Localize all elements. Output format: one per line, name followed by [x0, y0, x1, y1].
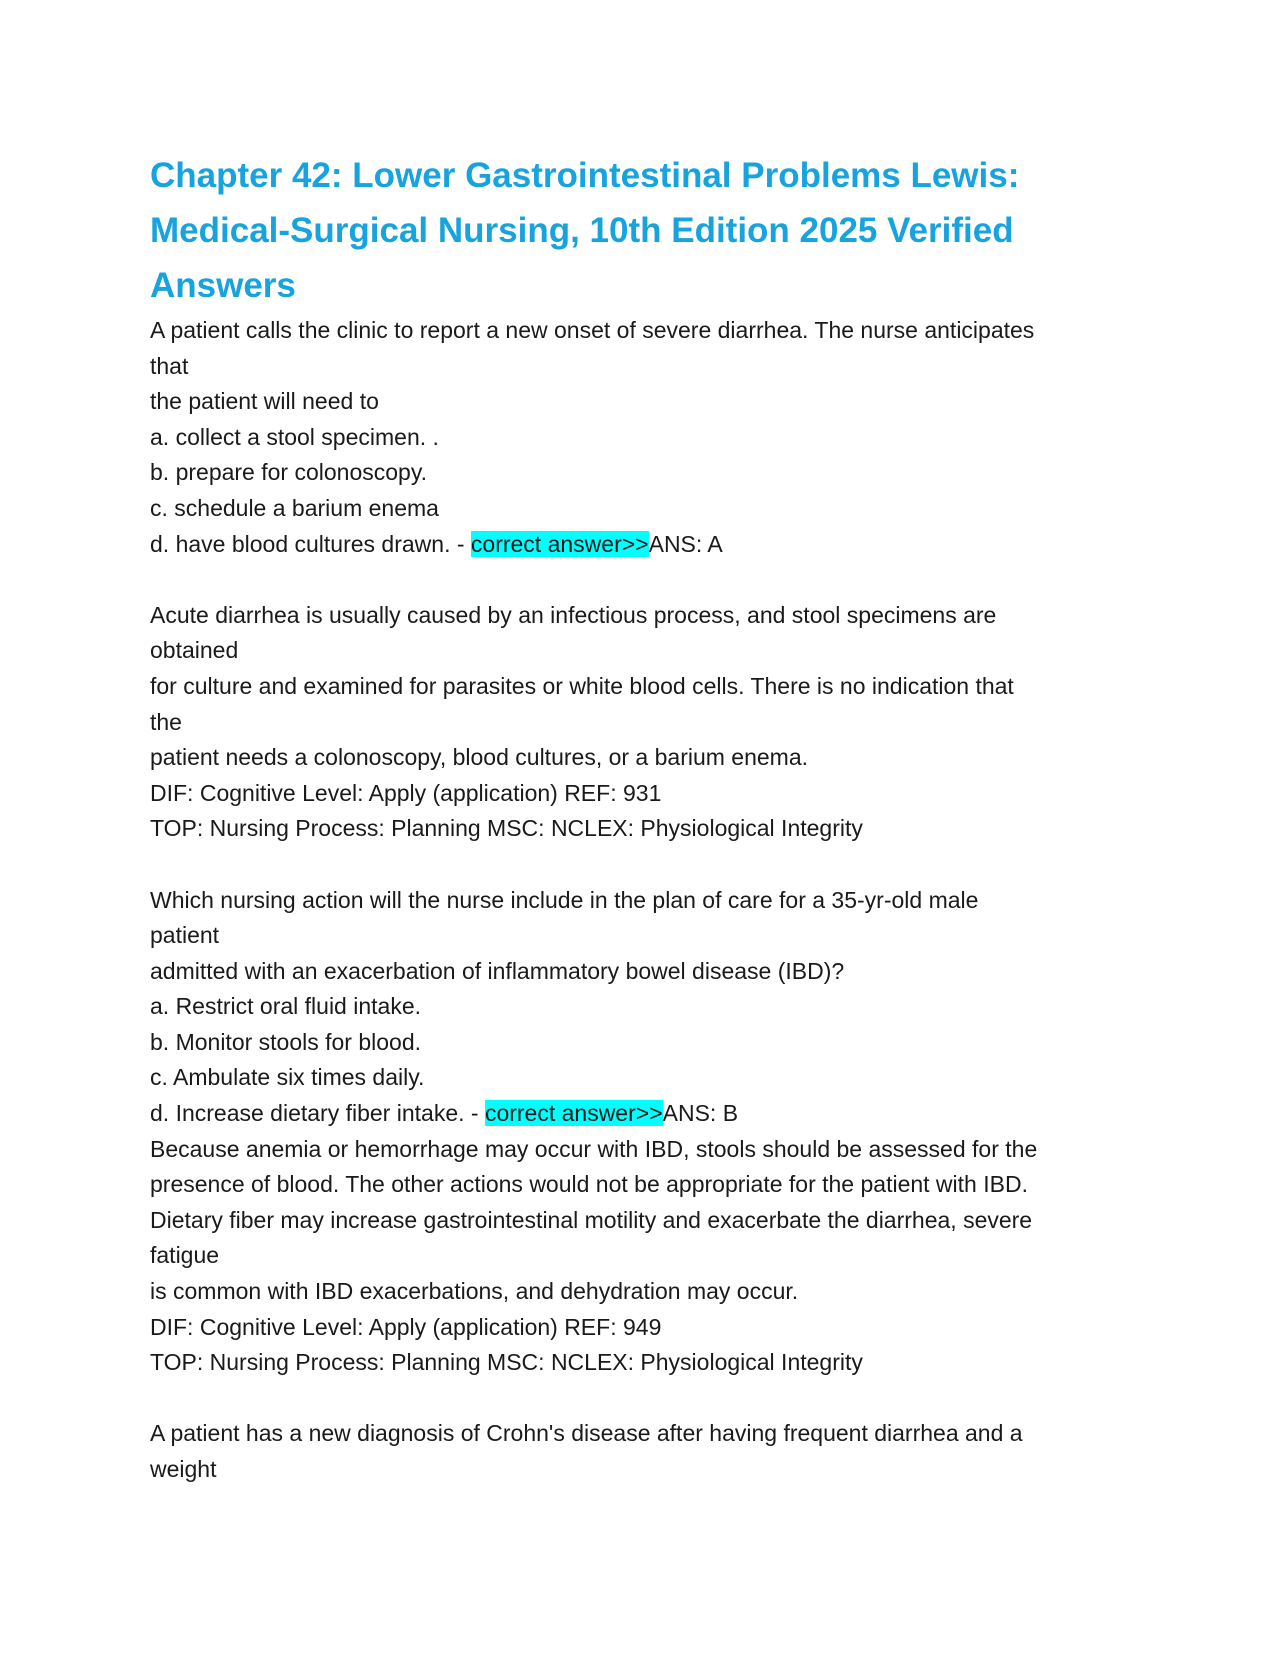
document-title	[150, 148, 1140, 313]
question-stem-line: admitted with an exacerbation of inflammatory bowel disease (IBD)?	[150, 957, 845, 984]
rationale-line: patient needs a colonoscopy, blood cultures, or a barium enema.	[150, 744, 809, 771]
question-1	[150, 313, 1140, 847]
question-3	[150, 1416, 1140, 1487]
question-stem-line: A patient calls the clinic to report a new onset of severe diarrhea. The nurse anticipates	[150, 317, 1035, 343]
rationale-line: Acute diarrhea is usually caused by an infectious process, and stool specimens are	[150, 601, 997, 628]
difficulty-reference: DIF: Cognitive Level: Apply (application) REF: 931	[150, 779, 662, 806]
correct-answer-highlight: correct answer>>	[484, 1100, 663, 1127]
title-line: Chapter 42: Lower Gastrointestinal Problems Lewis:	[150, 156, 1020, 195]
spacer	[150, 847, 1140, 883]
answer-option: a. collect a stool specimen. .	[150, 423, 439, 450]
topic-category: TOP: Nursing Process: Planning MSC: NCLEX: Physiological Integrity	[150, 815, 863, 842]
rationale-line: Dietary fiber may increase gastrointestinal motility and exacerbate the diarrhea, severe	[150, 1206, 1033, 1233]
question-stem-line: that	[150, 352, 189, 379]
document-page	[150, 148, 1140, 1488]
answer-option: c. Ambulate six times daily.	[150, 1064, 425, 1091]
question-stem-line: patient	[150, 922, 220, 949]
answer-key: ANS: A	[648, 530, 723, 557]
title-line: Answers	[150, 266, 296, 305]
answer-option: a. Restrict oral fluid intake.	[150, 993, 422, 1020]
answer-option-with-key	[150, 1096, 1140, 1132]
answer-option-text: d. Increase dietary fiber intake. -	[150, 1100, 485, 1127]
answer-option: c. schedule a barium enema	[150, 494, 439, 521]
difficulty-reference: DIF: Cognitive Level: Apply (application) REF: 949	[150, 1313, 662, 1340]
rationale-line: the	[150, 708, 182, 735]
answer-option-text: d. have blood cultures drawn. -	[150, 530, 471, 557]
rationale-line: is common with IBD exacerbations, and dehydration may occur.	[150, 1278, 799, 1305]
rationale-line: Because anemia or hemorrhage may occur with IBD, stools should be assessed for the	[150, 1135, 1038, 1162]
topic-category: TOP: Nursing Process: Planning MSC: NCLEX: Physiological Integrity	[150, 1349, 863, 1376]
rationale-line: for culture and examined for parasites or white blood cells. There is no indication that	[150, 672, 1014, 699]
rationale-line: presence of blood. The other actions would not be appropriate for the patient with IBD.	[150, 1171, 1028, 1198]
question-stem-line: A patient has a new diagnosis of Crohn's disease after having frequent diarrhea and a	[150, 1420, 1023, 1447]
spacer	[150, 1381, 1140, 1417]
correct-answer-highlight: correct answer>>	[470, 530, 649, 557]
title-line: Medical-Surgical Nursing, 10th Edition 2025 Verified	[150, 211, 1014, 250]
question-stem-line: Which nursing action will the nurse include in the plan of care for a 35-yr-old male	[150, 886, 979, 913]
spacer	[150, 562, 1140, 598]
answer-option-with-key	[150, 527, 1140, 563]
rationale-line: obtained	[150, 637, 239, 664]
answer-option: b. Monitor stools for blood.	[150, 1028, 422, 1055]
question-2	[150, 883, 1140, 1381]
answer-option: b. prepare for colonoscopy.	[150, 459, 428, 486]
answer-key: ANS: B	[662, 1100, 739, 1127]
question-stem-line: weight	[150, 1456, 217, 1482]
rationale-line: fatigue	[150, 1242, 220, 1269]
question-stem-line: the patient will need to	[150, 388, 379, 415]
